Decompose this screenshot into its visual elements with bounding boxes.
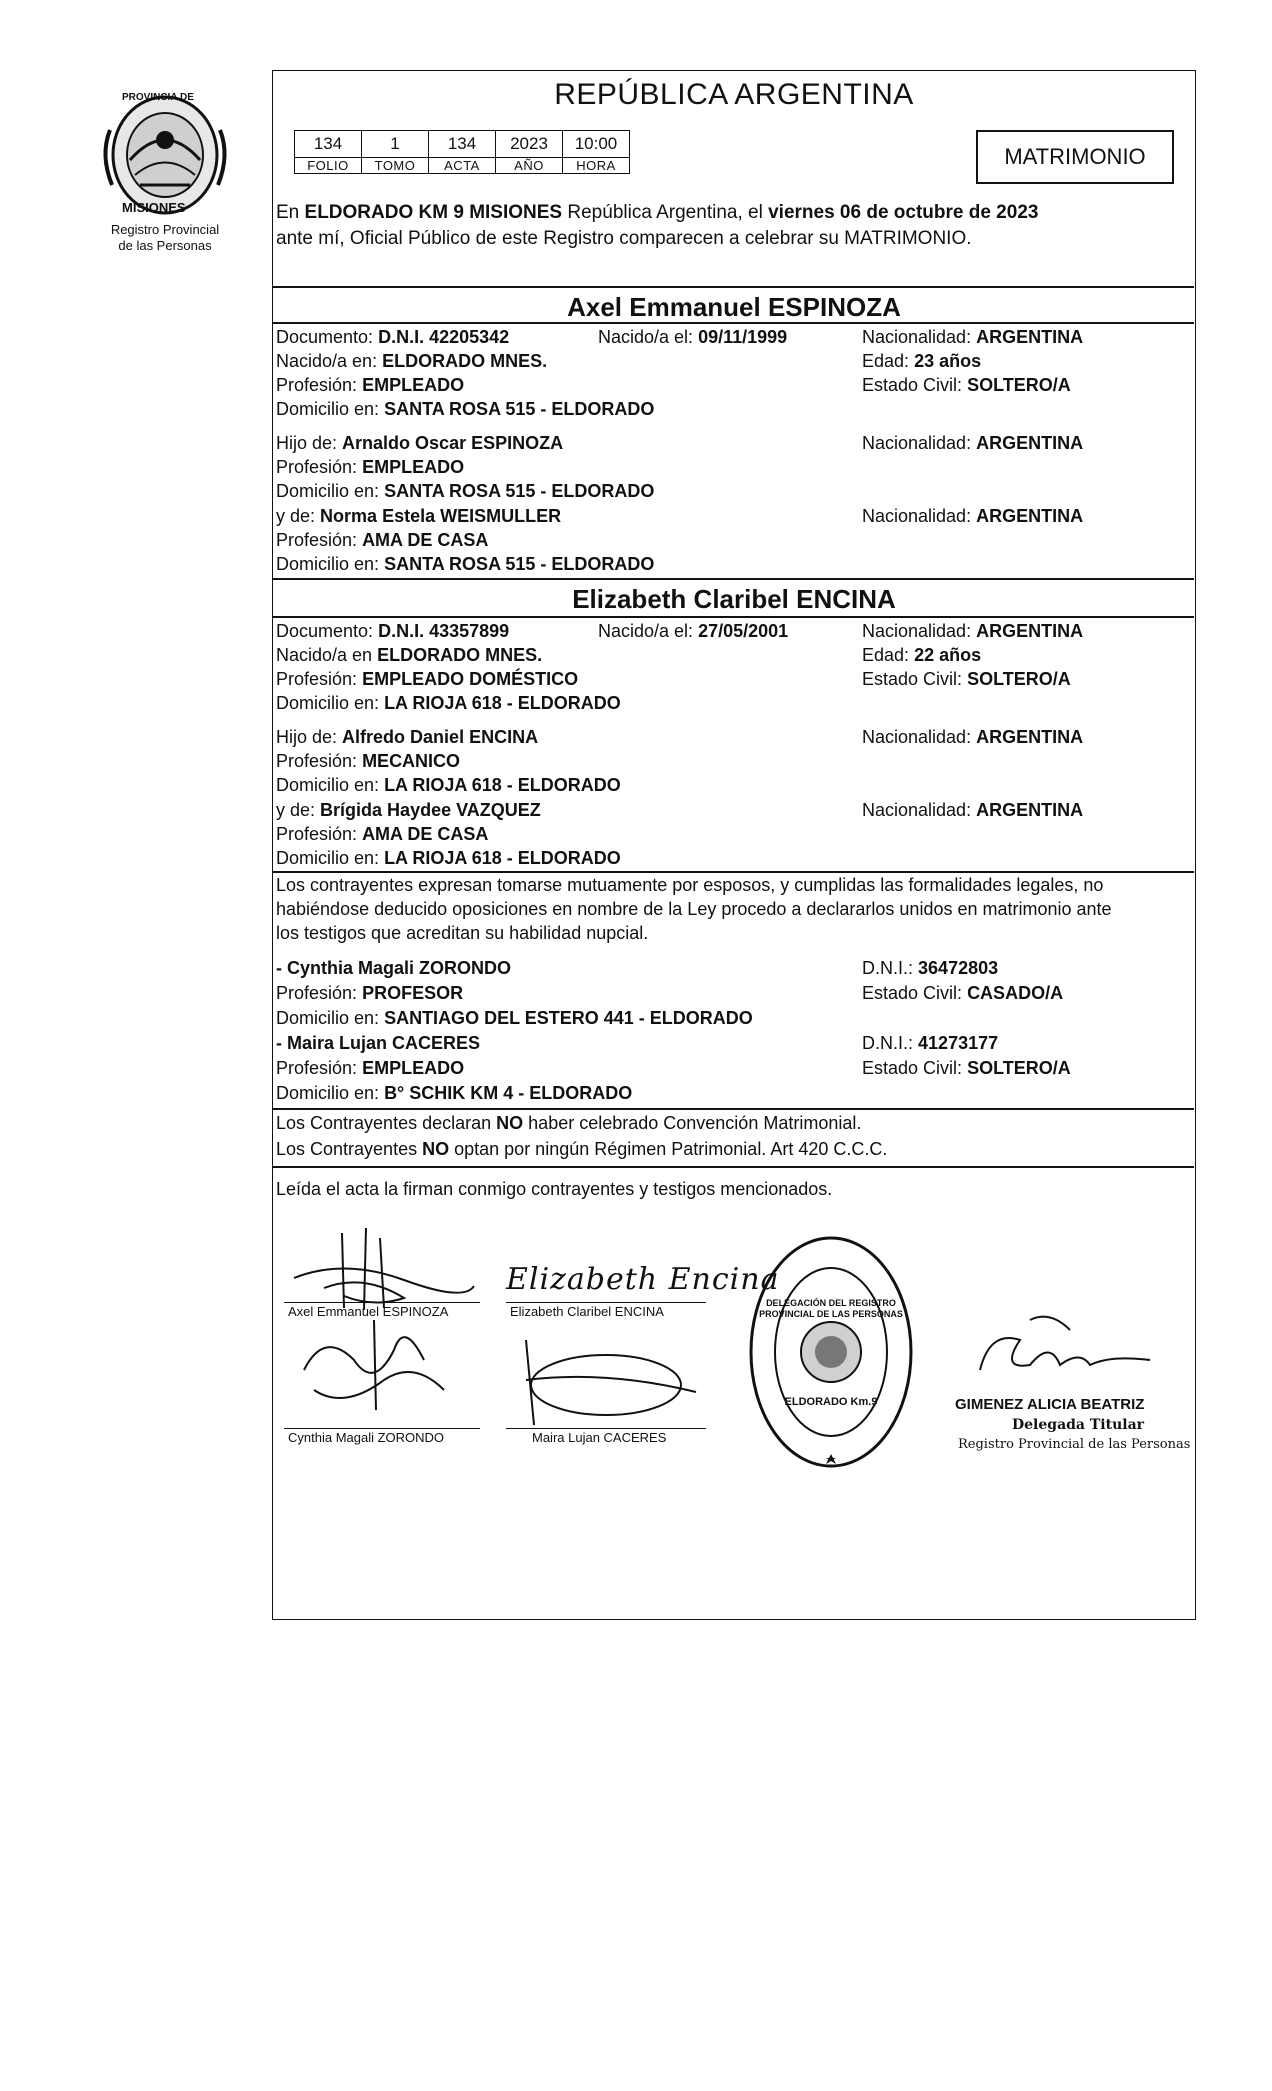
stamp-seal-icon [746, 1232, 916, 1472]
folio-value: 134 [295, 131, 362, 158]
bride-born-in: Nacido/a en ELDORADO MNES. [276, 645, 543, 665]
witness2-signature-label: Maira Lujan CACERES [532, 1430, 667, 1445]
groom-domicile: Domicilio en: SANTA ROSA 515 - ELDORADO [276, 399, 655, 419]
witness1-profession: Profesión: PROFESOR [276, 983, 464, 1003]
groom-signature-label: Axel Emmanuel ESPINOZA [288, 1304, 449, 1319]
official-role: Delegada Titular [1012, 1417, 1145, 1433]
anio-label: AÑO [496, 158, 563, 174]
seal-text-bottom: MISIONES [122, 200, 186, 215]
groom-nationality: Nacionalidad: ARGENTINA [862, 327, 1084, 347]
closing-text: Leída el acta la firman conmigo contrayentes y testigos mencionados. [276, 1179, 833, 1199]
convention-line-1: Los Contrayentes declaran NO haber celebrado Convención Matrimonial. [276, 1113, 862, 1133]
groom-mother-nat: Nacionalidad: ARGENTINA [862, 506, 1084, 526]
groom-father: Hijo de: Arnaldo Oscar ESPINOZA [276, 433, 564, 453]
bride-name-title: Elizabeth Claribel ENCINA [572, 584, 896, 614]
bride-mother-dom: Domicilio en: LA RIOJA 618 - ELDORADO [276, 848, 621, 868]
official-name: GIMENEZ ALICIA BEATRIZ [955, 1396, 1145, 1413]
groom-name-title: Axel Emmanuel ESPINOZA [567, 292, 901, 322]
groom-born-on: Nacido/a el: 09/11/1999 [598, 327, 788, 347]
bride-mother-prof: Profesión: AMA DE CASA [276, 824, 489, 844]
acta-value: 134 [429, 131, 496, 158]
registry-caption-2: de las Personas [118, 238, 212, 253]
bride-doc: Documento: D.N.I. 43357899 [276, 621, 510, 641]
bride-father-dom: Domicilio en: LA RIOJA 618 - ELDORADO [276, 775, 621, 795]
witness1-name: - Cynthia Magali ZORONDO [276, 958, 512, 978]
witness1-signature [284, 1310, 484, 1420]
tomo-value: 1 [362, 131, 429, 158]
witness1-domicile: Domicilio en: SANTIAGO DEL ESTERO 441 - ELDORADO [276, 1008, 753, 1028]
witness1-dni: D.N.I.: 36472803 [862, 958, 999, 978]
acta-label: ACTA [429, 158, 496, 174]
groom-profession: Profesión: EMPLEADO [276, 375, 465, 395]
bride-father-prof: Profesión: MECANICO [276, 751, 461, 771]
bride-father-nat: Nacionalidad: ARGENTINA [862, 727, 1084, 747]
witness2-domicile: Domicilio en: B° SCHIK KM 4 - ELDORADO [276, 1083, 633, 1103]
intro-date: viernes 06 de octubre de 2023 [768, 202, 1039, 223]
witness1-civil: Estado Civil: CASADO/A [862, 983, 1064, 1003]
groom-born-in: Nacido/a en: ELDORADO MNES. [276, 351, 548, 371]
folio-label: FOLIO [295, 158, 362, 174]
witness2-profession: Profesión: EMPLEADO [276, 1058, 465, 1078]
groom-civil: Estado Civil: SOLTERO/A [862, 375, 1071, 395]
groom-father-dom: Domicilio en: SANTA ROSA 515 - ELDORADO [276, 481, 655, 501]
bride-mother-nat: Nacionalidad: ARGENTINA [862, 800, 1084, 820]
declaration-line-3: los testigos que acreditan su habilidad nupcial. [276, 923, 649, 943]
intro-en: En [276, 202, 300, 223]
groom-father-nat: Nacionalidad: ARGENTINA [862, 433, 1084, 453]
bride-born-on: Nacido/a el: 27/05/2001 [598, 621, 789, 641]
hora-label: HORA [563, 158, 630, 174]
act-type-box [976, 130, 1174, 184]
groom-mother-prof: Profesión: AMA DE CASA [276, 530, 489, 550]
convention-line-2: Los Contrayentes NO optan por ningún Régimen Patrimonial. Art 420 C.C.C. [276, 1139, 888, 1159]
witness2-name: - Maira Lujan CACERES [276, 1033, 481, 1053]
bride-signature-label: Elizabeth Claribel ENCINA [510, 1304, 664, 1319]
act-type-label: MATRIMONIO [1004, 144, 1146, 169]
delegation-stamp [746, 1232, 916, 1472]
bride-domicile: Domicilio en: LA RIOJA 618 - ELDORADO [276, 693, 621, 713]
stamp-text: DELEGACIÓN DEL REGISTRO PROVINCIAL DE LAS PERSONAS [759, 1298, 903, 1319]
groom-father-prof: Profesión: EMPLEADO [276, 457, 465, 477]
intro-line-1 [276, 202, 1038, 224]
anio-value: 2023 [496, 131, 563, 158]
groom-mother: y de: Norma Estela WEISMULLER [276, 506, 562, 526]
official-office: Registro Provincial de las Personas [958, 1437, 1191, 1452]
bride-handwritten-signature: Elizabeth Encina [506, 1262, 780, 1297]
declaration-line-1: Los contrayentes expresan tomarse mutuamente por esposos, y cumplidas las formalidades legales, no [276, 875, 1104, 895]
witness2-signature [506, 1330, 706, 1430]
hora-value: 10:00 [563, 131, 630, 158]
bride-mother: y de: Brígida Haydee VAZQUEZ [276, 800, 541, 820]
bride-nationality: Nacionalidad: ARGENTINA [862, 621, 1084, 641]
registry-caption-1: Registro Provincial [110, 222, 220, 237]
bride-profession: Profesión: EMPLEADO DOMÉSTICO [276, 669, 579, 689]
bride-father: Hijo de: Alfredo Daniel ENCINA [276, 727, 539, 747]
groom-doc: Documento: D.N.I. 42205342 [276, 327, 510, 347]
witness1-signature-label: Cynthia Magali ZORONDO [288, 1430, 445, 1445]
intro-place: ELDORADO KM 9 MISIONES [304, 202, 563, 223]
official-signature [960, 1310, 1160, 1390]
groom-signature [284, 1218, 484, 1318]
bride-age: Edad: 22 años [862, 645, 982, 665]
seal-text-top: PROVINCIA DE [122, 92, 194, 103]
stamp-bottom-text: ELDORADO Km.9 [784, 1396, 878, 1408]
country-title: REPÚBLICA ARGENTINA [554, 78, 914, 111]
bride-civil: Estado Civil: SOLTERO/A [862, 669, 1071, 689]
groom-age: Edad: 23 años [862, 351, 982, 371]
declaration-line-2: habiéndose deducido oposiciones en nombre de la Ley procedo a declararlos unidos en matrimonio ante [276, 899, 1112, 919]
registry-number-table [294, 130, 630, 174]
witness2-dni: D.N.I.: 41273177 [862, 1033, 999, 1053]
intro-line-2: ante mí, Oficial Público de este Registro comparecen a celebrar su MATRIMONIO. [276, 228, 972, 249]
groom-mother-dom: Domicilio en: SANTA ROSA 515 - ELDORADO [276, 554, 655, 574]
intro-country: República Argentina, el [567, 202, 763, 223]
witness2-civil: Estado Civil: SOLTERO/A [862, 1058, 1071, 1078]
tomo-label: TOMO [362, 158, 429, 174]
